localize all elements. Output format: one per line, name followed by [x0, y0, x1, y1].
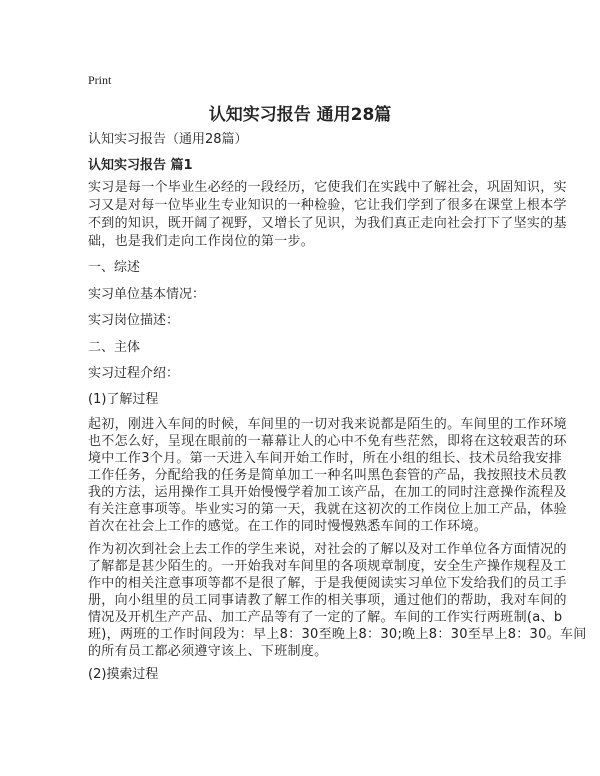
para-line: 实习是每一个毕业生必经的一段经历，它使我们在实践中了解社会，巩固知识，实 — [88, 180, 567, 195]
para-line: 习又是对每一位毕业生专业知识的一种检验，它让我们学到了很多在课堂上根本学 — [88, 198, 567, 213]
para-line: 作为初次到社会上去工作的学生来说，对社会的了解以及对工作单位各方面情况的 — [88, 542, 567, 557]
para-line: 班)，两班的工作时间段为：早上8：30至晚上8：30;晚上8：30至早上8：30。车间 — [88, 627, 587, 642]
para-line: 首次在社会上工作的感觉。在工作的同时慢慢熟悉车间的工作环境。 — [88, 519, 488, 534]
item-unit: 实习单位基本情况： — [88, 287, 206, 302]
para-line: 础，也是我们走向工作岗位的第一步。 — [88, 234, 315, 249]
page-title: 认知实习报告 通用28篇 — [208, 105, 392, 125]
para-line: 作中的相关注意事项等都不是很了解，于是我便阅读实习单位下发给我们的员工手 — [88, 576, 567, 591]
para-line: 境中工作3个月。第一天进入车间开始工作时，所在小组的组长、技术员给我安排 — [88, 451, 563, 466]
item-1: (1)了解过程 — [88, 392, 159, 407]
paragraph-2 — [88, 416, 567, 535]
para-line: 的所有员工都必须遵守该上、下班制度。 — [88, 644, 328, 659]
paragraph-3 — [88, 541, 587, 660]
para-line: 情况及开机生产产品、加工产品等有了一定的了解。车间的工作实行两班制(a、b — [88, 610, 563, 625]
para-line: 了解都是甚少陌生的。一开始我对车间里的各项规章制度，安全生产操作规程及工 — [88, 559, 567, 574]
para-line: 也不怎么好，呈现在眼前的一幕幕让人的心中不免有些茫然，即将在这较艰苦的环 — [88, 434, 567, 449]
section-heading: 认知实习报告 篇1 — [88, 158, 193, 173]
print-label: Print — [88, 73, 112, 87]
subtitle: 认知实习报告（通用28篇） — [88, 132, 248, 147]
item-main: 二、主体 — [88, 340, 141, 355]
item-process: 实习过程介绍： — [88, 366, 180, 381]
para-line: 有关注意事项等。毕业实习的第一天，我就在这初次的工作岗位上加工产品，体验 — [88, 502, 567, 517]
para-line: 起初，刚进入车间的时候，车间里的一切对我来说都是陌生的。车间里的工作环境 — [88, 417, 567, 432]
para-line: 我的方法，运用操作工具开始慢慢学着加工该产品，在加工的同时注意操作流程及 — [88, 485, 567, 500]
para-line: 不到的知识，既开阔了视野，又增长了见识，为我们真正走向社会打下了坚实的基 — [88, 216, 567, 231]
item-2: (2)摸索过程 — [88, 667, 159, 682]
para-line: 工作任务，分配给我的任务是简单加工一种名叫黑色套管的产品，我按照技术员教 — [88, 468, 567, 483]
paragraph-1 — [88, 179, 567, 251]
para-line: 册，向小组里的员工同事请教了解工作的相关事项，通过他们的帮助，我对车间的 — [88, 593, 567, 608]
item-post: 实习岗位描述： — [88, 313, 180, 328]
item-overview: 一、综述 — [88, 260, 141, 275]
